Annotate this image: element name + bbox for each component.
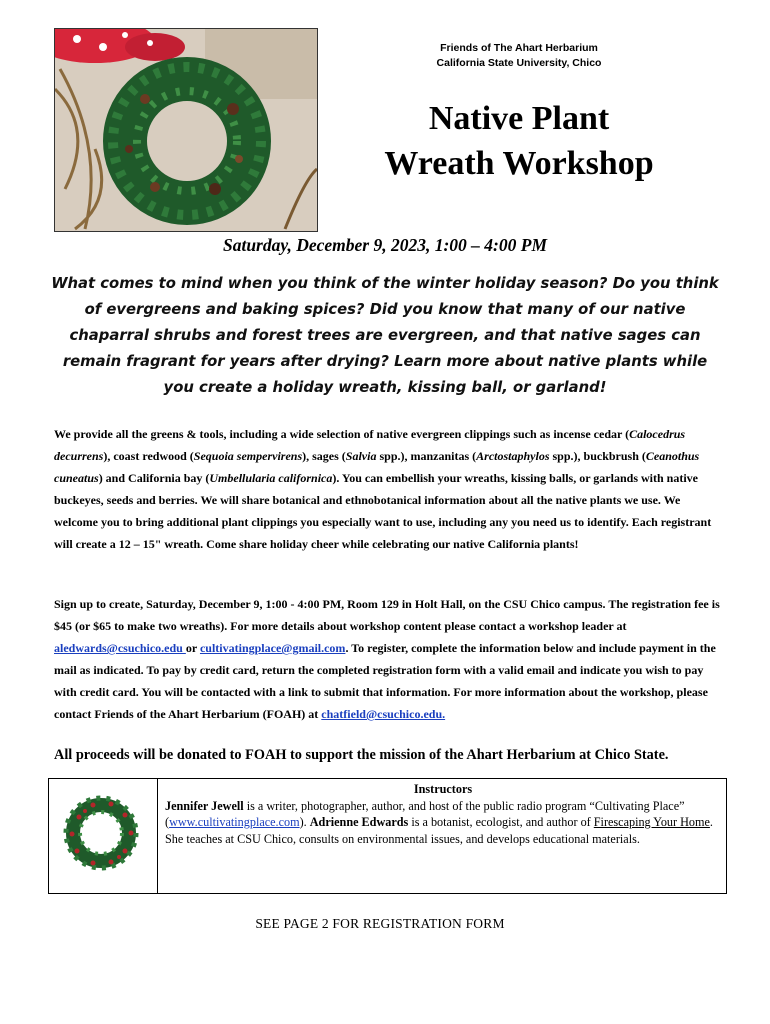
event-date: Saturday, December 9, 2023, 1:00 – 4:00 PM bbox=[222, 235, 548, 255]
title-line-1: Native Plant bbox=[428, 100, 610, 137]
plant-name-incense-cedar: Calocedrus decurrens bbox=[54, 427, 686, 463]
org-university: California State University, Chico bbox=[436, 57, 602, 69]
instructor-name-jewell: Jennifer Jewell bbox=[165, 798, 244, 813]
para2-text-3: . To register, complete the information below and include payment in the mail as indicated. To pay by credit card, return the completed registration form with a valid email and indicate you wish to pay with credit card. You will be contacted with a link to submit that information. For more information about the workshop, please contact Friends of the Ahart Herbarium (FOAH) at bbox=[54, 641, 716, 721]
plant-name-manzanitas: Arctostaphylos bbox=[476, 449, 550, 463]
para1-text-7: ). You can embellish your wreaths, kissing balls, or garlands with native buckeyes, seeds and berries. We will share botanical and ethnobotanical information about all the native plants we use. We welcome you to bring additional plant clippings you especially want to use, including any you need us to identify. Each registrant will create a 12 – 15" wreath. Come share holiday cheer while celebrating our native California plants! bbox=[54, 471, 712, 551]
para2-text-1: Sign up to create, Saturday, December 9, 1:00 - 4:00 PM, Room 129 in Holt Hall, on the CSU Chico campus. The registration fee is $45 (or $65 to make two wreaths). For more details about workshop content please contact a workshop leader at bbox=[54, 597, 720, 633]
bio-text-3: is a botanist, ecologist, and author of bbox=[408, 815, 594, 829]
email-link-aledwards[interactable]: aledwards@csuchico.edu bbox=[54, 641, 186, 655]
description-paragraph bbox=[54, 423, 720, 555]
proceeds-statement: All proceeds will be donated to FOAH to support the mission of the Ahart Herbarium at Chico State. bbox=[54, 747, 669, 763]
para1-text-3: ), sages ( bbox=[302, 449, 346, 463]
registration-paragraph bbox=[54, 593, 720, 725]
website-link-cultivatingplace[interactable]: www.cultivatingplace.com bbox=[169, 815, 300, 829]
plant-name-sages: Salvia bbox=[345, 449, 377, 463]
para1-text-5: spp.), buckbrush ( bbox=[549, 449, 646, 463]
title-line-2: Wreath Workshop bbox=[384, 145, 654, 182]
instructors-heading: Instructors bbox=[413, 782, 473, 796]
para1-text-2: ), coast redwood ( bbox=[103, 449, 194, 463]
instructors-text bbox=[165, 781, 721, 847]
email-link-chatfield[interactable]: chatfield@csuchico.edu. bbox=[321, 707, 446, 721]
plant-name-california-bay: Umbellularia californica bbox=[209, 471, 333, 485]
book-title: Firescaping Your Home bbox=[593, 815, 710, 829]
para1-text-4: spp.), manzanitas ( bbox=[376, 449, 477, 463]
bio-text-2: ). bbox=[299, 815, 310, 829]
instructors-bio bbox=[165, 798, 721, 848]
para2-text-2: or bbox=[185, 641, 200, 655]
organization-header bbox=[330, 41, 708, 71]
plant-name-buckbrush: Ceanothus cuneatus bbox=[54, 449, 700, 485]
intro-paragraph: What comes to mind when you think of the winter holiday season? Do you think of evergreens and baking spices? Did you know that many of our native chaparral shrubs and forest trees are evergreen, and that native sages can remain fragrant for years after drying? Learn more about native plants while you create a holiday wreath, kissing ball, or garland! bbox=[51, 275, 719, 396]
para1-text-1: We provide all the greens & tools, including a wide selection of native evergreen clippings such as incense cedar ( bbox=[54, 427, 630, 441]
wreath-photo-illustration bbox=[55, 29, 317, 231]
email-link-cultivatingplace[interactable]: cultivatingplace@gmail.com bbox=[199, 641, 346, 655]
org-name: Friends of The Ahart Herbarium bbox=[440, 42, 598, 54]
footer-note: SEE PAGE 2 FOR REGISTRATION FORM bbox=[255, 916, 505, 931]
instructors-box bbox=[48, 778, 727, 894]
document-title bbox=[330, 96, 708, 186]
plant-name-coast-redwood: Sequoia sempervirens bbox=[193, 449, 303, 463]
para1-text-6: ) and California bay ( bbox=[98, 471, 210, 485]
instructors-image-cell bbox=[49, 779, 158, 893]
bio-text-4: . She teaches at CSU Chico, consults on environmental issues, and develops educational materials. bbox=[165, 815, 713, 846]
holly-wreath-icon bbox=[49, 779, 157, 893]
wreath-photo bbox=[54, 28, 318, 232]
instructor-name-edwards: Adrienne Edwards bbox=[309, 815, 409, 829]
bio-text-1: is a writer, photographer, author, and host of the public radio program “Cultivating Place” ( bbox=[165, 798, 685, 829]
